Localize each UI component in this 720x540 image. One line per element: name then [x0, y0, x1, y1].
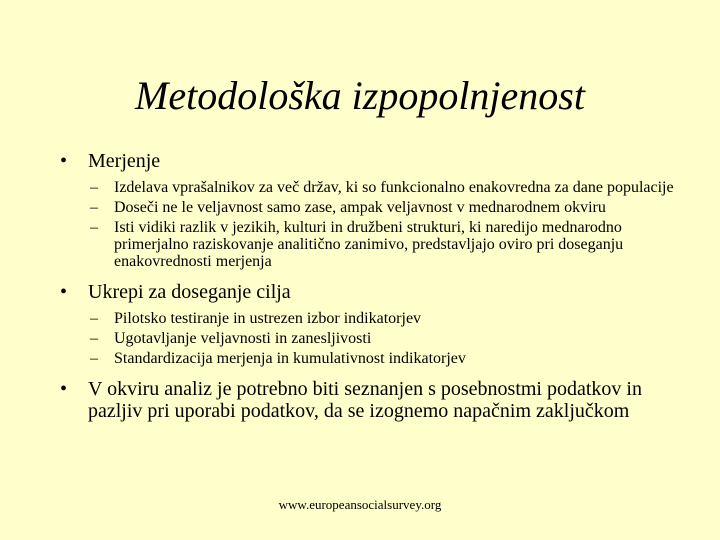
bullet-icon: •	[60, 150, 68, 172]
sub-item	[90, 330, 680, 347]
sub-item-text: Standardizacija merjenja in kumulativnost indikatorjev	[114, 350, 466, 367]
sub-item	[90, 179, 680, 196]
bullet-ukrepi	[60, 281, 680, 303]
slide-title: Metodološka izpopolnjenost	[135, 73, 585, 118]
slide-content	[60, 150, 680, 422]
sub-item-text: Ugotavljanje veljavnosti in zanesljivosti	[114, 330, 372, 347]
sub-item-text: Izdelava vprašalnikov za več držav, ki so funkcionalno enakovredna za dane populacije	[114, 179, 674, 196]
dash-icon: –	[90, 330, 98, 347]
dash-icon: –	[90, 219, 98, 236]
sub-item-text: Pilotsko testiranje in ustrezen izbor indikatorjev	[114, 310, 422, 327]
bullet-text: V okviru analiz je potrebno biti seznanjen s posebnostmi podatkov in pazljiv pri uporabi podatkov, da se izognemo napačnim zaključkom	[88, 378, 642, 422]
bullet-merjenje	[60, 150, 680, 172]
sub-item-text: Isti vidiki razlik v jezikih, kulturi in družbeni strukturi, ki naredijo mednarodno primerjalno raziskovanje analitično zanimivo, predstavljajo oviro pri doseganju enakovrednosti merjenja	[114, 219, 624, 270]
sub-list-merjenje	[60, 179, 680, 270]
footer-url: www.europeansocialsurvey.org	[278, 497, 442, 512]
dash-icon: –	[90, 310, 98, 327]
bullet-analize	[60, 378, 680, 422]
sub-item	[90, 219, 680, 270]
sub-item	[90, 310, 680, 327]
sub-item	[90, 199, 680, 216]
dash-icon: –	[90, 199, 98, 216]
dash-icon: –	[90, 179, 98, 196]
bullet-text: Merjenje	[88, 150, 161, 172]
sub-item-text: Doseči ne le veljavnost samo zase, ampak veljavnost v mednarodnem okviru	[114, 199, 606, 216]
sub-item	[90, 350, 680, 367]
bullet-icon: •	[60, 281, 68, 303]
bullet-icon: •	[60, 378, 68, 400]
bullet-text: Ukrepi za doseganje cilja	[88, 281, 291, 303]
dash-icon: –	[90, 350, 98, 367]
sub-list-ukrepi	[60, 310, 680, 367]
